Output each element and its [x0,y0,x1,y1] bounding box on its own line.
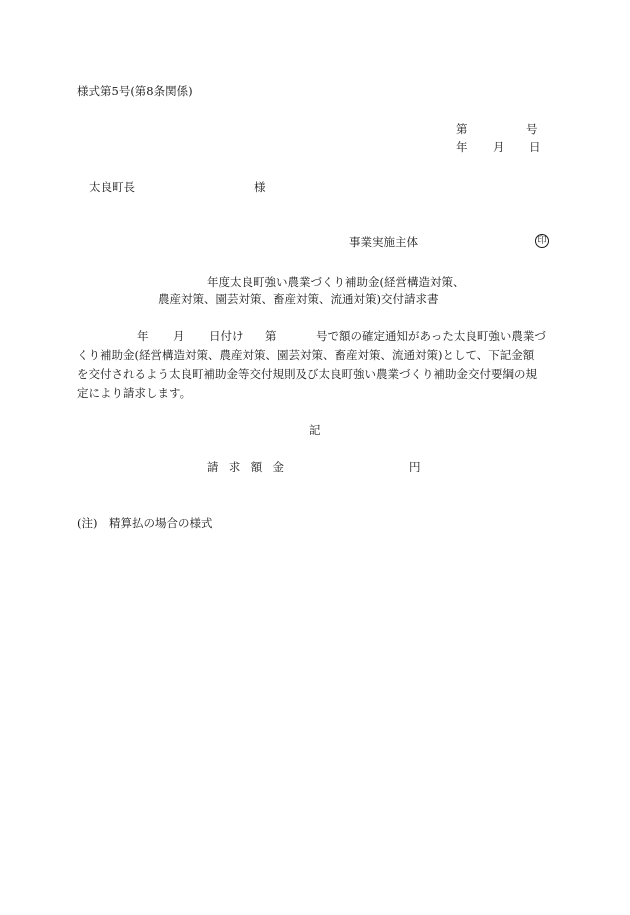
body-line1-text: 号で額の確定通知があった太良町強い農業づ [316,329,546,343]
body-year: 年 [137,329,149,343]
form-number: 様式第5号(第8条関係) [77,84,193,98]
currency-unit: 円 [409,460,421,474]
date-day: 日 [529,140,541,154]
document-title-line1: 年度太良町強い農業づくり補助金(経営構造対策、 [207,275,465,289]
applicant-label: 事業実施主体 [349,235,418,249]
body-dated: 日付け [209,329,244,343]
document-title-line2: 農産対策、園芸対策、畜産対策、流通対策)交付請求書 [158,292,439,306]
body-line2-text: くり補助金(経営構造対策、農産対策、園芸対策、畜産対策、流通対策)として、下記金額 [77,348,535,362]
date-year: 年 [456,140,468,154]
record-heading: 記 [309,423,321,437]
body-month: 月 [173,329,185,343]
addressee-name: 太良町長 [89,180,135,194]
doc-number-prefix: 第 [456,122,468,136]
addressee-honorific: 様 [254,180,266,194]
body-line4-text: 定により請求します。 [77,386,192,400]
date-month: 月 [493,140,505,154]
body-number-prefix: 第 [265,329,277,343]
footnote: (注) 精算払の場合の様式 [77,516,213,530]
seal-mark: 印 [535,234,549,248]
amount-label: 請求額金 [207,460,295,474]
doc-number-suffix: 号 [526,122,538,136]
body-line3-text: を交付されるよう太良町補助金等交付規則及び太良町強い農業づくり補助金交付要綱の規 [77,367,537,381]
